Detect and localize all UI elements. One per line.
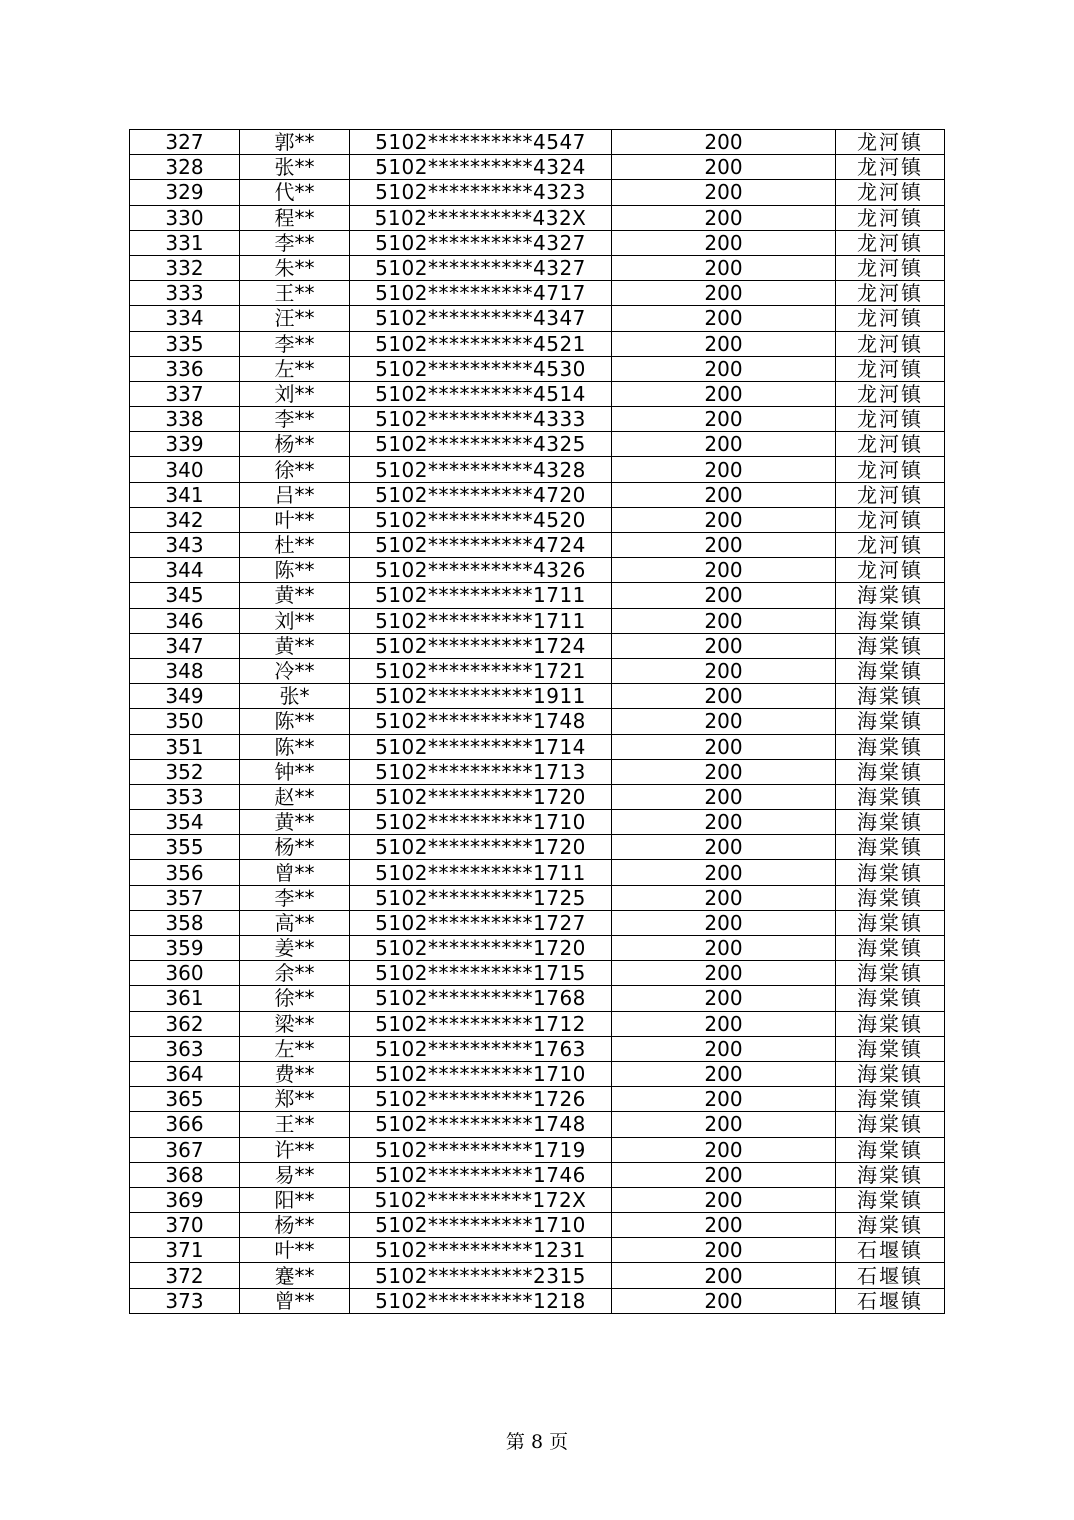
name-cell: 徐** xyxy=(240,986,350,1011)
amount-cell: 200 xyxy=(612,1036,836,1061)
table-row xyxy=(130,684,945,709)
id-number-cell: 5102**********4324 xyxy=(350,155,612,180)
name-cell: 李** xyxy=(240,407,350,432)
amount-cell: 200 xyxy=(612,860,836,885)
town-cell: 龙河镇 xyxy=(836,230,945,255)
row-index-cell: 370 xyxy=(130,1213,240,1238)
town-cell: 龙河镇 xyxy=(836,306,945,331)
name-cell: 陈** xyxy=(240,709,350,734)
id-number-cell: 5102**********4327 xyxy=(350,230,612,255)
amount-cell: 200 xyxy=(612,1238,836,1263)
id-number-cell: 5102**********4520 xyxy=(350,507,612,532)
amount-cell: 200 xyxy=(612,633,836,658)
name-cell: 刘** xyxy=(240,608,350,633)
town-cell: 石堰镇 xyxy=(836,1263,945,1288)
town-cell: 龙河镇 xyxy=(836,281,945,306)
amount-cell: 200 xyxy=(612,1087,836,1112)
row-index-cell: 371 xyxy=(130,1238,240,1263)
town-cell: 海棠镇 xyxy=(836,1112,945,1137)
table-row xyxy=(130,205,945,230)
table-row xyxy=(130,1288,945,1313)
name-cell: 张** xyxy=(240,155,350,180)
name-cell: 阳** xyxy=(240,1187,350,1212)
row-index-cell: 363 xyxy=(130,1036,240,1061)
row-index-cell: 355 xyxy=(130,835,240,860)
row-index-cell: 362 xyxy=(130,1011,240,1036)
row-index-cell: 343 xyxy=(130,533,240,558)
table-row xyxy=(130,180,945,205)
row-index-cell: 339 xyxy=(130,432,240,457)
table-row xyxy=(130,986,945,1011)
table-row xyxy=(130,507,945,532)
town-cell: 海棠镇 xyxy=(836,1036,945,1061)
row-index-cell: 329 xyxy=(130,180,240,205)
name-cell: 杨** xyxy=(240,432,350,457)
name-cell: 郑** xyxy=(240,1087,350,1112)
id-number-cell: 5102**********4521 xyxy=(350,331,612,356)
amount-cell: 200 xyxy=(612,835,836,860)
row-index-cell: 333 xyxy=(130,281,240,306)
table-row xyxy=(130,759,945,784)
id-number-cell: 5102**********1711 xyxy=(350,608,612,633)
table-row xyxy=(130,381,945,406)
amount-cell: 200 xyxy=(612,684,836,709)
id-number-cell: 5102**********4326 xyxy=(350,558,612,583)
town-cell: 海棠镇 xyxy=(836,986,945,1011)
name-cell: 曾** xyxy=(240,1288,350,1313)
row-index-cell: 352 xyxy=(130,759,240,784)
row-index-cell: 351 xyxy=(130,734,240,759)
name-cell: 蹇** xyxy=(240,1263,350,1288)
town-cell: 龙河镇 xyxy=(836,558,945,583)
id-number-cell: 5102**********1713 xyxy=(350,759,612,784)
id-number-cell: 5102**********1710 xyxy=(350,810,612,835)
row-index-cell: 360 xyxy=(130,961,240,986)
table-row xyxy=(130,281,945,306)
name-cell: 程** xyxy=(240,205,350,230)
row-index-cell: 341 xyxy=(130,482,240,507)
town-cell: 龙河镇 xyxy=(836,432,945,457)
town-cell: 海棠镇 xyxy=(836,633,945,658)
table-row xyxy=(130,1238,945,1263)
table-row xyxy=(130,633,945,658)
id-number-cell: 5102**********1711 xyxy=(350,583,612,608)
amount-cell: 200 xyxy=(612,1263,836,1288)
table-row xyxy=(130,457,945,482)
table-row xyxy=(130,910,945,935)
amount-cell: 200 xyxy=(612,255,836,280)
town-cell: 龙河镇 xyxy=(836,507,945,532)
town-cell: 龙河镇 xyxy=(836,356,945,381)
amount-cell: 200 xyxy=(612,910,836,935)
table-row xyxy=(130,1263,945,1288)
name-cell: 杨** xyxy=(240,835,350,860)
name-cell: 左** xyxy=(240,356,350,381)
name-cell: 许** xyxy=(240,1137,350,1162)
name-cell: 钟** xyxy=(240,759,350,784)
amount-cell: 200 xyxy=(612,1112,836,1137)
town-cell: 龙河镇 xyxy=(836,155,945,180)
town-cell: 海棠镇 xyxy=(836,784,945,809)
row-index-cell: 327 xyxy=(130,130,240,155)
id-number-cell: 5102**********1720 xyxy=(350,936,612,961)
row-index-cell: 361 xyxy=(130,986,240,1011)
table-row xyxy=(130,835,945,860)
id-number-cell: 5102**********1763 xyxy=(350,1036,612,1061)
id-number-cell: 5102**********172X xyxy=(350,1187,612,1212)
id-number-cell: 5102**********1721 xyxy=(350,658,612,683)
town-cell: 海棠镇 xyxy=(836,1187,945,1212)
name-cell: 张* xyxy=(240,684,350,709)
row-index-cell: 373 xyxy=(130,1288,240,1313)
table-row xyxy=(130,885,945,910)
row-index-cell: 337 xyxy=(130,381,240,406)
amount-cell: 200 xyxy=(612,658,836,683)
id-number-cell: 5102**********1711 xyxy=(350,860,612,885)
row-index-cell: 345 xyxy=(130,583,240,608)
amount-cell: 200 xyxy=(612,759,836,784)
row-index-cell: 331 xyxy=(130,230,240,255)
id-number-cell: 5102**********4720 xyxy=(350,482,612,507)
amount-cell: 200 xyxy=(612,1011,836,1036)
amount-cell: 200 xyxy=(612,155,836,180)
row-index-cell: 354 xyxy=(130,810,240,835)
town-cell: 海棠镇 xyxy=(836,1213,945,1238)
town-cell: 海棠镇 xyxy=(836,759,945,784)
name-cell: 王** xyxy=(240,281,350,306)
row-index-cell: 367 xyxy=(130,1137,240,1162)
row-index-cell: 336 xyxy=(130,356,240,381)
table-row xyxy=(130,583,945,608)
town-cell: 海棠镇 xyxy=(836,684,945,709)
name-cell: 姜** xyxy=(240,936,350,961)
town-cell: 龙河镇 xyxy=(836,205,945,230)
amount-cell: 200 xyxy=(612,381,836,406)
name-cell: 汪** xyxy=(240,306,350,331)
row-index-cell: 349 xyxy=(130,684,240,709)
amount-cell: 200 xyxy=(612,130,836,155)
amount-cell: 200 xyxy=(612,306,836,331)
town-cell: 海棠镇 xyxy=(836,961,945,986)
id-number-cell: 5102**********1724 xyxy=(350,633,612,658)
row-index-cell: 356 xyxy=(130,860,240,885)
id-number-cell: 5102**********4547 xyxy=(350,130,612,155)
name-cell: 代** xyxy=(240,180,350,205)
name-cell: 吕** xyxy=(240,482,350,507)
town-cell: 石堰镇 xyxy=(836,1288,945,1313)
table-row xyxy=(130,331,945,356)
amount-cell: 200 xyxy=(612,1137,836,1162)
name-cell: 余** xyxy=(240,961,350,986)
id-number-cell: 5102**********4347 xyxy=(350,306,612,331)
amount-cell: 200 xyxy=(612,810,836,835)
table-row xyxy=(130,860,945,885)
id-number-cell: 5102**********1712 xyxy=(350,1011,612,1036)
town-cell: 海棠镇 xyxy=(836,936,945,961)
amount-cell: 200 xyxy=(612,885,836,910)
table-row xyxy=(130,230,945,255)
id-number-cell: 5102**********1710 xyxy=(350,1061,612,1086)
table-row xyxy=(130,1112,945,1137)
town-cell: 海棠镇 xyxy=(836,860,945,885)
town-cell: 龙河镇 xyxy=(836,180,945,205)
amount-cell: 200 xyxy=(612,180,836,205)
table-row xyxy=(130,961,945,986)
id-number-cell: 5102**********1710 xyxy=(350,1213,612,1238)
town-cell: 海棠镇 xyxy=(836,810,945,835)
table-row xyxy=(130,130,945,155)
row-index-cell: 357 xyxy=(130,885,240,910)
id-number-cell: 5102**********1911 xyxy=(350,684,612,709)
row-index-cell: 328 xyxy=(130,155,240,180)
table-row xyxy=(130,936,945,961)
name-cell: 易** xyxy=(240,1162,350,1187)
name-cell: 李** xyxy=(240,885,350,910)
amount-cell: 200 xyxy=(612,558,836,583)
table-row xyxy=(130,306,945,331)
table-row xyxy=(130,658,945,683)
id-number-cell: 5102**********1746 xyxy=(350,1162,612,1187)
amount-cell: 200 xyxy=(612,1061,836,1086)
id-number-cell: 5102**********1748 xyxy=(350,709,612,734)
table-row xyxy=(130,155,945,180)
amount-cell: 200 xyxy=(612,986,836,1011)
town-cell: 海棠镇 xyxy=(836,608,945,633)
town-cell: 海棠镇 xyxy=(836,1162,945,1187)
table-row xyxy=(130,356,945,381)
name-cell: 王** xyxy=(240,1112,350,1137)
roster-table-container xyxy=(129,129,945,1314)
name-cell: 曾** xyxy=(240,860,350,885)
id-number-cell: 5102**********4530 xyxy=(350,356,612,381)
table-row xyxy=(130,407,945,432)
amount-cell: 200 xyxy=(612,407,836,432)
row-index-cell: 330 xyxy=(130,205,240,230)
amount-cell: 200 xyxy=(612,331,836,356)
table-row xyxy=(130,533,945,558)
id-number-cell: 5102**********1727 xyxy=(350,910,612,935)
id-number-cell: 5102**********4325 xyxy=(350,432,612,457)
id-number-cell: 5102**********1720 xyxy=(350,835,612,860)
id-number-cell: 5102**********1231 xyxy=(350,1238,612,1263)
id-number-cell: 5102**********1725 xyxy=(350,885,612,910)
row-index-cell: 348 xyxy=(130,658,240,683)
table-row xyxy=(130,709,945,734)
town-cell: 石堰镇 xyxy=(836,1238,945,1263)
id-number-cell: 5102**********1748 xyxy=(350,1112,612,1137)
table-row xyxy=(130,1137,945,1162)
name-cell: 李** xyxy=(240,331,350,356)
amount-cell: 200 xyxy=(612,936,836,961)
id-number-cell: 5102**********432X xyxy=(350,205,612,230)
id-number-cell: 5102**********4327 xyxy=(350,255,612,280)
row-index-cell: 335 xyxy=(130,331,240,356)
town-cell: 龙河镇 xyxy=(836,482,945,507)
name-cell: 黄** xyxy=(240,583,350,608)
amount-cell: 200 xyxy=(612,230,836,255)
table-row xyxy=(130,558,945,583)
id-number-cell: 5102**********1218 xyxy=(350,1288,612,1313)
table-row xyxy=(130,432,945,457)
id-number-cell: 5102**********1719 xyxy=(350,1137,612,1162)
town-cell: 海棠镇 xyxy=(836,1087,945,1112)
row-index-cell: 346 xyxy=(130,608,240,633)
name-cell: 刘** xyxy=(240,381,350,406)
id-number-cell: 5102**********4724 xyxy=(350,533,612,558)
town-cell: 龙河镇 xyxy=(836,130,945,155)
name-cell: 郭** xyxy=(240,130,350,155)
name-cell: 费** xyxy=(240,1061,350,1086)
town-cell: 海棠镇 xyxy=(836,1061,945,1086)
name-cell: 黄** xyxy=(240,633,350,658)
name-cell: 叶** xyxy=(240,1238,350,1263)
name-cell: 杨** xyxy=(240,1213,350,1238)
amount-cell: 200 xyxy=(612,734,836,759)
page-number: 第 8 页 xyxy=(505,1431,569,1453)
table-row xyxy=(130,608,945,633)
row-index-cell: 366 xyxy=(130,1112,240,1137)
town-cell: 龙河镇 xyxy=(836,331,945,356)
row-index-cell: 347 xyxy=(130,633,240,658)
amount-cell: 200 xyxy=(612,583,836,608)
table-row xyxy=(130,1162,945,1187)
town-cell: 海棠镇 xyxy=(836,885,945,910)
row-index-cell: 353 xyxy=(130,784,240,809)
table-row xyxy=(130,1213,945,1238)
town-cell: 龙河镇 xyxy=(836,255,945,280)
id-number-cell: 5102**********2315 xyxy=(350,1263,612,1288)
table-row xyxy=(130,1087,945,1112)
table-row xyxy=(130,1061,945,1086)
row-index-cell: 334 xyxy=(130,306,240,331)
town-cell: 海棠镇 xyxy=(836,734,945,759)
name-cell: 冷** xyxy=(240,658,350,683)
row-index-cell: 344 xyxy=(130,558,240,583)
amount-cell: 200 xyxy=(612,608,836,633)
table-row xyxy=(130,255,945,280)
table-row xyxy=(130,1011,945,1036)
name-cell: 赵** xyxy=(240,784,350,809)
amount-cell: 200 xyxy=(612,1213,836,1238)
amount-cell: 200 xyxy=(612,482,836,507)
town-cell: 海棠镇 xyxy=(836,1137,945,1162)
name-cell: 叶** xyxy=(240,507,350,532)
name-cell: 徐** xyxy=(240,457,350,482)
town-cell: 海棠镇 xyxy=(836,583,945,608)
amount-cell: 200 xyxy=(612,533,836,558)
amount-cell: 200 xyxy=(612,432,836,457)
table-row xyxy=(130,734,945,759)
id-number-cell: 5102**********4328 xyxy=(350,457,612,482)
id-number-cell: 5102**********4323 xyxy=(350,180,612,205)
name-cell: 高** xyxy=(240,910,350,935)
row-index-cell: 338 xyxy=(130,407,240,432)
name-cell: 陈** xyxy=(240,558,350,583)
name-cell: 左** xyxy=(240,1036,350,1061)
name-cell: 李** xyxy=(240,230,350,255)
row-index-cell: 358 xyxy=(130,910,240,935)
amount-cell: 200 xyxy=(612,356,836,381)
town-cell: 海棠镇 xyxy=(836,835,945,860)
row-index-cell: 364 xyxy=(130,1061,240,1086)
id-number-cell: 5102**********4514 xyxy=(350,381,612,406)
amount-cell: 200 xyxy=(612,281,836,306)
roster-table xyxy=(129,129,945,1314)
table-row xyxy=(130,1036,945,1061)
town-cell: 海棠镇 xyxy=(836,658,945,683)
town-cell: 海棠镇 xyxy=(836,709,945,734)
name-cell: 梁** xyxy=(240,1011,350,1036)
town-cell: 龙河镇 xyxy=(836,457,945,482)
amount-cell: 200 xyxy=(612,1162,836,1187)
row-index-cell: 342 xyxy=(130,507,240,532)
name-cell: 黄** xyxy=(240,810,350,835)
amount-cell: 200 xyxy=(612,205,836,230)
row-index-cell: 359 xyxy=(130,936,240,961)
amount-cell: 200 xyxy=(612,507,836,532)
town-cell: 海棠镇 xyxy=(836,1011,945,1036)
row-index-cell: 368 xyxy=(130,1162,240,1187)
roster-table-body xyxy=(130,130,945,1314)
amount-cell: 200 xyxy=(612,1288,836,1313)
amount-cell: 200 xyxy=(612,709,836,734)
amount-cell: 200 xyxy=(612,457,836,482)
id-number-cell: 5102**********4717 xyxy=(350,281,612,306)
id-number-cell: 5102**********1726 xyxy=(350,1087,612,1112)
id-number-cell: 5102**********1715 xyxy=(350,961,612,986)
town-cell: 龙河镇 xyxy=(836,407,945,432)
amount-cell: 200 xyxy=(612,961,836,986)
table-row xyxy=(130,784,945,809)
row-index-cell: 369 xyxy=(130,1187,240,1212)
table-row xyxy=(130,482,945,507)
town-cell: 龙河镇 xyxy=(836,533,945,558)
id-number-cell: 5102**********4333 xyxy=(350,407,612,432)
name-cell: 陈** xyxy=(240,734,350,759)
id-number-cell: 5102**********1720 xyxy=(350,784,612,809)
amount-cell: 200 xyxy=(612,1187,836,1212)
row-index-cell: 340 xyxy=(130,457,240,482)
name-cell: 杜** xyxy=(240,533,350,558)
row-index-cell: 365 xyxy=(130,1087,240,1112)
id-number-cell: 5102**********1768 xyxy=(350,986,612,1011)
amount-cell: 200 xyxy=(612,784,836,809)
id-number-cell: 5102**********1714 xyxy=(350,734,612,759)
town-cell: 龙河镇 xyxy=(836,381,945,406)
table-row xyxy=(130,810,945,835)
town-cell: 海棠镇 xyxy=(836,910,945,935)
row-index-cell: 372 xyxy=(130,1263,240,1288)
row-index-cell: 332 xyxy=(130,255,240,280)
table-row xyxy=(130,1187,945,1212)
name-cell: 朱** xyxy=(240,255,350,280)
row-index-cell: 350 xyxy=(130,709,240,734)
